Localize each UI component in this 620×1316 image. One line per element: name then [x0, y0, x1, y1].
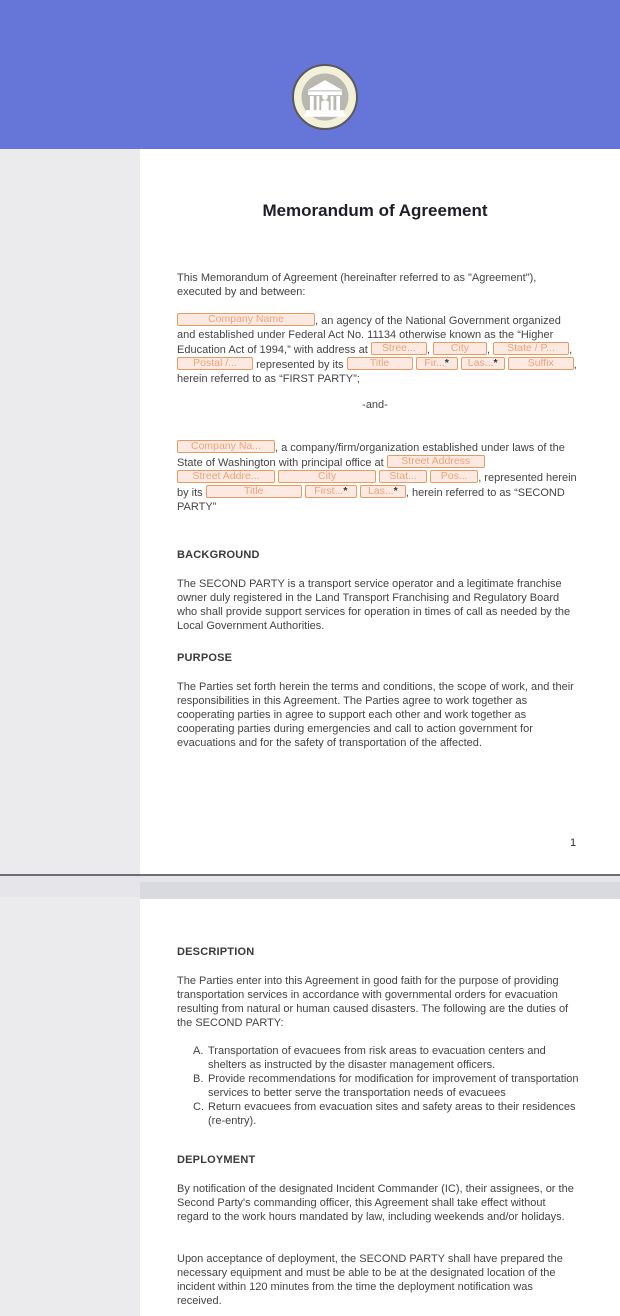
first-party-text-2: represented by its — [256, 359, 344, 371]
page-break — [0, 874, 620, 897]
second-party-paragraph — [177, 440, 577, 514]
second-party-street-address-field[interactable]: Street Address — [387, 455, 485, 468]
list-item — [193, 1072, 583, 1100]
second-party-street-address-2-field[interactable]: Street Addre... — [177, 470, 275, 483]
page-number: 1 — [570, 837, 577, 849]
list-item — [193, 1044, 583, 1072]
purpose-heading: PURPOSE — [177, 652, 233, 664]
second-party-text-2: , represented herein by its — [177, 472, 577, 499]
deployment-paragraph-2: Upon acceptance of deployment, the SECOND PARTY shall have prepared the necessary equipment and must be able to be at the designated location of the incident within 120 minutes from the time the deployment notification was received. — [177, 1253, 563, 1307]
first-party-paragraph: Company Name , an agency of the National Government organized and established under Federal Act No. 11134 otherwise known as the “Higher Education Act of 1994,” with address at Stree... , City , State / P... , Postal /... represented by its Title Fir...* Las...* Suffix , herein referred to as “FIRST PARTY”; — [177, 313, 577, 385]
page-break-strip — [140, 882, 620, 899]
first-party-text-3: , herein referred to as “FIRST PARTY”; — [177, 359, 577, 385]
second-party-city-field[interactable]: City — [278, 470, 376, 483]
document-title: Memorandum of Agreement — [262, 201, 488, 220]
first-party-last-name-field[interactable]: Las...* — [461, 357, 505, 370]
list-item-text: Provide recommendations for modification for improvement of transportation services to better serve the transportation needs of evacuees — [208, 1073, 579, 1099]
intro-paragraph: This Memorandum of Agreement (hereinafter referred to as "Agreement"), executed by and between: — [177, 272, 537, 298]
list-item-marker: A. — [193, 1045, 204, 1057]
purpose-paragraph: The Parties set forth herein the terms and conditions, the scope of work, and their responsibilities in this Agreement. The Parties agree to work together as cooperating parties in agree to support each other and work together as cooperating parties during emergencies and call to action government for evacuations and for the safety of transportation of the affected. — [177, 681, 574, 749]
list-item-text: Return evacuees from evacuation sites and safety areas to their residences (re-entry). — [208, 1101, 576, 1127]
background-paragraph: The SECOND PARTY is a transport service operator and a legitimate franchise owner duly registered in the Land Transport Franchising and Regulatory Board who shall provide support services for operation in times of call as needed by the Local Government Authorities. — [177, 578, 571, 632]
first-party-first-name-field[interactable]: Fir...* — [416, 357, 458, 370]
page-2-left-margin — [0, 897, 140, 1316]
second-party-last-name-field[interactable]: Las...* — [360, 485, 406, 498]
description-heading: DESCRIPTION — [177, 946, 255, 958]
first-party-state-field[interactable]: State / P... — [493, 342, 569, 355]
second-party-company-name-field[interactable]: Company Na... — [177, 440, 275, 453]
first-party-company-name-field[interactable]: Company Name — [177, 313, 315, 326]
second-party-first-name-field[interactable]: First...* — [305, 485, 357, 498]
page-1-left-margin — [0, 149, 140, 874]
duties-list — [193, 1044, 583, 1128]
and-separator: -and- — [362, 399, 388, 411]
first-party-street-field[interactable]: Stree... — [371, 342, 427, 355]
list-item — [193, 1100, 583, 1128]
second-party-postal-field[interactable]: Pos... — [430, 470, 478, 483]
first-party-suffix-field[interactable]: Suffix — [508, 357, 574, 370]
background-heading: BACKGROUND — [177, 549, 260, 561]
second-party-text-3: , herein referred to as “SECOND PARTY” — [177, 487, 565, 513]
first-party-text-1: , an agency of the National Government organized and established under Federal Act No. 11134 otherwise known as the “Higher Education Act of 1994,” with address at — [177, 315, 561, 356]
list-item-marker: B. — [193, 1073, 204, 1085]
deployment-heading: DEPLOYMENT — [177, 1154, 256, 1166]
deployment-paragraph-1: By notification of the designated Incident Commander (IC), their assignees, or the Second Party's commanding officer, this Agreement shall take effect without regard to the work hours mandated by law, including weekends and/or holidays. — [177, 1183, 574, 1223]
first-party-title-field[interactable]: Title — [347, 357, 413, 370]
second-party-text-1: , a company/firm/organization established under laws of the State of Washington with principal office at — [177, 442, 565, 469]
description-paragraph: The Parties enter into this Agreement in good faith for the purpose of providing transportation services in accordance with governmental orders for evacuation resulting from natural or human caused disasters. The following are the duties of the SECOND PARTY: — [177, 975, 569, 1029]
first-party-postal-field[interactable]: Postal /... — [177, 357, 253, 370]
second-party-title-field[interactable]: Title — [206, 485, 302, 498]
second-party-state-field[interactable]: Stat... — [379, 470, 427, 483]
building-icon — [294, 66, 356, 128]
list-item-text: Transportation of evacuees from risk areas to evacuation centers and shelters as instructed by the disaster management officers. — [208, 1045, 546, 1071]
first-party-city-field[interactable]: City — [433, 342, 487, 355]
list-item-marker: C. — [193, 1101, 204, 1113]
header-banner — [0, 0, 620, 149]
government-seal-logo — [292, 64, 358, 130]
